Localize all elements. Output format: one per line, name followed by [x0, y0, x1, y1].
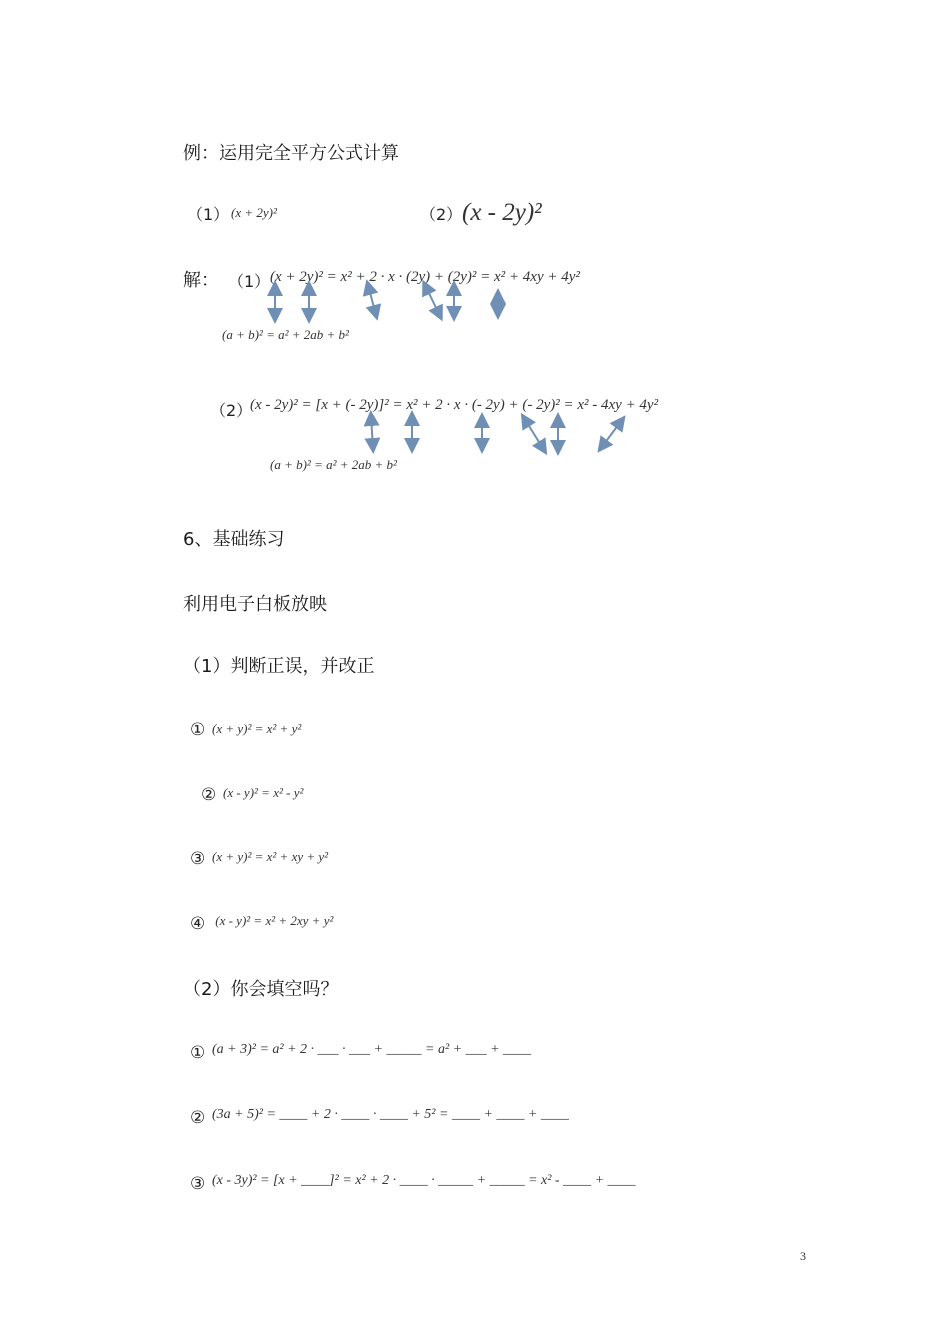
arrow-s2-6 — [601, 420, 622, 448]
q1-expr: (x + 2y)² — [231, 205, 277, 220]
part2-item-expr: (x - 3y)² = [x + ____]² = x² + 2 · ____ · _____ + _____ = x² - ____ + ____ — [212, 1173, 636, 1188]
section-subtitle: 利用电子白板放映 — [183, 594, 327, 615]
part1-item-expr: (x - y)² = x² + 2xy + y² — [212, 913, 334, 928]
item-number: ③ — [190, 1174, 206, 1194]
item-number: ② — [190, 1108, 206, 1128]
part2-item-expr: (3a + 5)² = ____ + 2 · ____ · ____ + 5² = ____ + ____ + ____ — [212, 1107, 569, 1122]
item-number: ① — [190, 720, 206, 740]
item-number: ② — [201, 785, 217, 805]
s1-expr: (x + 2y)² = x² + 2 · x · (2y) + (2y)² = x² + 4xy + 4y² — [270, 269, 580, 285]
arrow-s2-1 — [371, 416, 373, 448]
arrow-s2-4 — [524, 418, 544, 450]
q2-label: （2） — [420, 205, 463, 224]
section-title: 6、基础练习 — [183, 529, 285, 550]
item-number: ③ — [190, 849, 206, 869]
s2-formula: (a + b)² = a² + 2ab + b² — [270, 457, 397, 472]
q2-expr: (x - 2y)² — [462, 199, 542, 226]
q1-label: （1） — [187, 205, 230, 224]
example-heading: 例：运用完全平方公式计算 — [183, 143, 399, 164]
solution-label: 解： — [183, 270, 219, 291]
part1-item-expr: (x + y)² = x² + xy + y² — [212, 849, 329, 864]
arrow-s1-4 — [425, 285, 440, 316]
part2-title: （2）你会填空吗？ — [183, 979, 339, 1000]
part2-item-expr: (a + 3)² = a² + 2 · ___ · ___ + _____ = a² + ___ + ____ — [212, 1042, 532, 1057]
item-number: ① — [190, 1043, 206, 1063]
part1-item-expr: (x - y)² = x² - y² — [223, 785, 304, 800]
arrow-s1-3 — [368, 285, 376, 315]
s1-formula: (a + b)² = a² + 2ab + b² — [222, 327, 349, 342]
item-number: ④ — [190, 914, 206, 934]
page-number: 3 — [800, 1249, 806, 1263]
part1-title: （1）判断正误，并改正 — [183, 656, 375, 677]
s1-label: （1） — [228, 272, 271, 291]
s2-label: （2） — [210, 401, 253, 420]
s2-expr: (x - 2y)² = [x + (- 2y)]² = x² + 2 · x · (- 2y) + (- 2y)² = x² - 4xy + 4y² — [250, 397, 659, 413]
part1-item-expr: (x + y)² = x² + y² — [212, 721, 302, 736]
